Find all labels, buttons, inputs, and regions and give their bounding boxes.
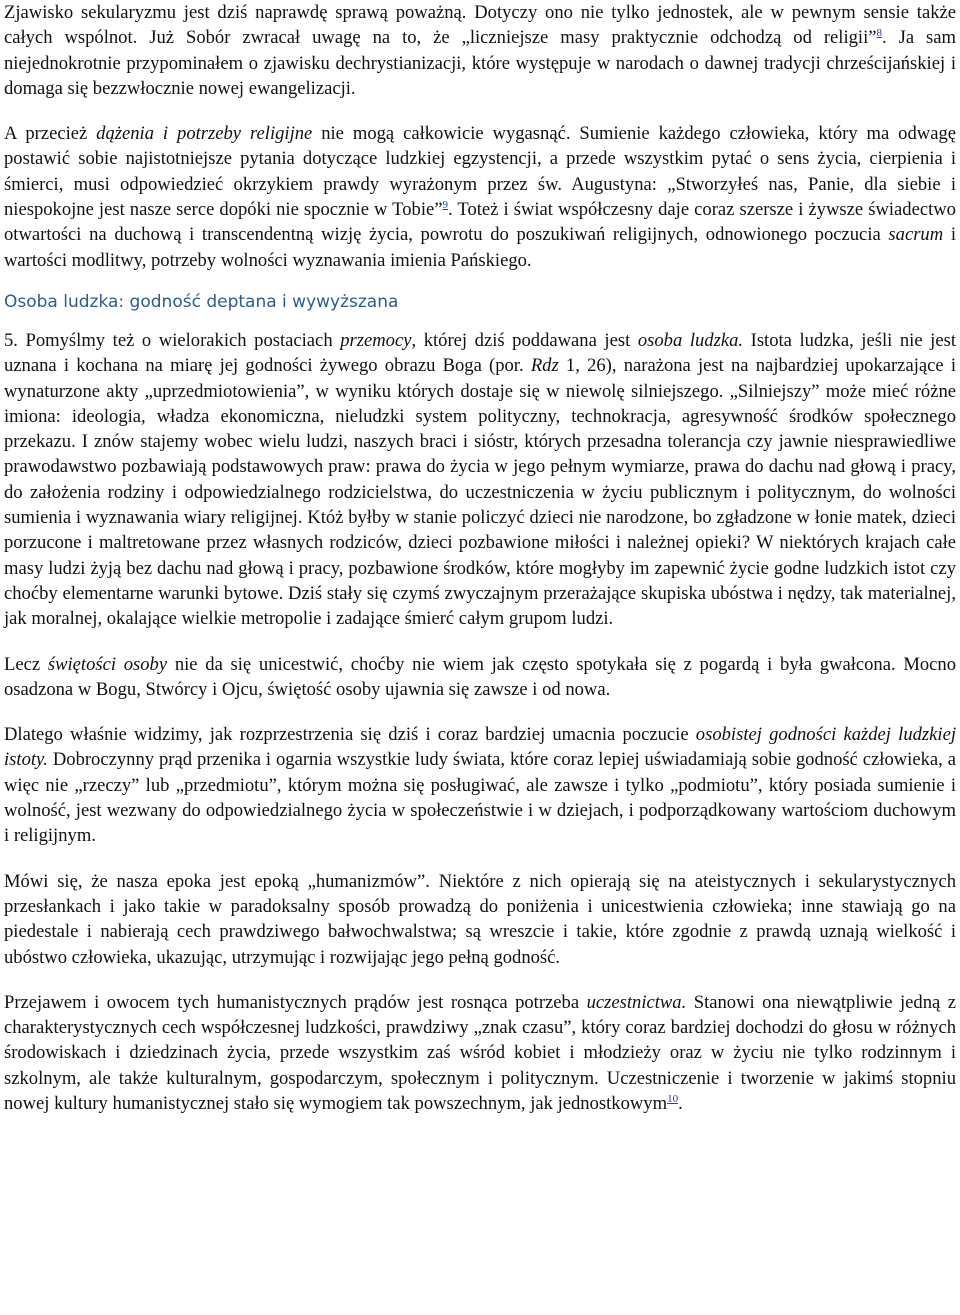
paragraph-secularism xyxy=(4,0,956,101)
emphasis-text: Rdz xyxy=(530,355,559,377)
text-run: A przecież xyxy=(4,123,97,145)
document-page xyxy=(4,0,956,1116)
paragraph-dignity xyxy=(4,722,956,848)
paragraph-religious-needs xyxy=(4,121,956,273)
text-run: 5. Pomyślmy też o wielorakich postaciach xyxy=(4,329,341,351)
paragraph-holiness xyxy=(4,652,956,703)
text-run: . Ja sam niejednokrotnie przypominałem o zjawisku dechrystianizacji, które występuje w narodach o dawnej tradycji chrześcijańskiej i domaga się bezzwłocznie nowej ewangelizacji. xyxy=(4,27,957,99)
text-run: 1, 26), narażona jest na najbardziej upokarzające i wynaturzone akty „uprzedmiotowienia”, w wyniku których dostaje się w niewolę silniejszego. „Silniejszy” może mieć różne imiona: ideologia, władza ekonomiczna, nieludzki system polityczny, technokracja, agresywność środków społecznego przekazu. I znów stajemy wobec wielu ludzi, naszych braci i sióstr, których przesadna tolerancja czy jawnie niesprawiedliwe prawodawstwo pozbawiają podstawowych praw: prawa do życia w jego pełnym wymiarze, prawa do dachu nad głową i pracy, do założenia rodziny i odpowiedzialnego rodzicielstwa, do uczestniczenia w życiu publicznym i politycznym, do wolności sumienia i wyznawania wiary religijnej. Któż byłby w stanie policzyć dzieci nie narodzone, bo zgładzone w łonie matek, dzieci porzucone i maltretowane przez własnych rodziców, dzieci pozbawione miłości i należnej opieki? W niektórych krajach całe masy ludzi żyją bez dachu nad głową i pracy, pozbawione środków, które mogłyby im zapewnić życie godne ludzkich istot czy choćby elementarne warunki bytowe. Dziś stały się czymś zwyczajnym przerażające skupiska ubóstwa i nędzy, tak materialnej, jak moralnej, okalające wielkie metropolie i zadające śmierć całym grupom ludzi. xyxy=(4,355,956,630)
emphasis-text: osobistej godności każdej ludzkiej istoty. xyxy=(4,724,956,771)
text-run: Istota ludzka, jeśli nie jest uznana i kochana na miarę jej godności żywego obrazu Boga (por. xyxy=(4,329,956,377)
emphasis-text: osoba ludzka. xyxy=(637,329,744,351)
text-run: Przejawem i owocem tych humanistycznych prądów jest rosnąca potrzeba xyxy=(4,991,587,1013)
text-run: Dlatego właśnie widzimy, jak rozprzestrzenia się dziś i coraz bardziej umacnia poczucie xyxy=(4,724,696,746)
emphasis-text: uczestnictwa. xyxy=(586,991,687,1013)
text-run: Dobroczynny prąd przenika i ogarnia wszystkie ludy świata, które coraz lepiej uświadamiają sobie godność człowieka, a więc nie „rzeczy” lub „przedmiotu”, którym można się posługiwać, ale zawsze i tylko „podmiotu”, który posiada sumienie i wolność, jest wezwany do odpowiedzialnego życia w społeczeństwie i w dziejach, i podporządkowany wartościom duchowym i religijnym. xyxy=(4,749,956,847)
text-run: Zjawisko sekularyzmu jest dziś naprawdę sprawą poważną. Dotyczy ono nie tylko jednostek, ale w pewnym sensie także całych wspólnot. Już Sobór zwracał uwagę na to, że „liczniejsze masy praktycznie odchodzą od religii” xyxy=(4,2,956,49)
text-run: i wartości modlitwy, potrzeby wolności wyznawania imienia Pańskiego. xyxy=(4,224,956,271)
text-run: , której dziś poddawana jest xyxy=(411,329,638,351)
text-run: Lecz xyxy=(4,653,48,675)
emphasis-text: przemocy xyxy=(340,329,412,351)
footnote-link-10[interactable]: 10 xyxy=(667,1092,679,1105)
paragraph-gap xyxy=(4,849,956,869)
footnote-link-8[interactable]: 8 xyxy=(876,27,883,40)
text-run: nie da się unicestwić, choćby nie wiem jak często spotykała się z pogardą i była gwałcona. Mocno osadzona w Bogu, Stwórcy i Ojcu, świętość osoby ujawnia się zawsze i od nowa. xyxy=(4,653,957,700)
paragraph-gap xyxy=(4,632,956,652)
emphasis-text: dążenia i potrzeby religijne xyxy=(96,123,313,145)
emphasis-text: świętości osoby xyxy=(47,653,168,675)
paragraph-gap xyxy=(4,702,956,722)
paragraph-gap xyxy=(4,970,956,990)
section-heading: Osoba ludzka: godność deptana i wywyższana xyxy=(4,291,399,312)
text-run: Mówi się, że nasza epoka jest epoką „humanizmów”. Niektóre z nich opierają się na ateistycznych i sekularystycznych przesłankach i jako takie w paradoksalny sposób prowadzą do poniżenia i unicestwienia człowieka; inne stawiają go na piedestale i nabierają cech prawdziwego bałwochwalstwa; są wreszcie i takie, które zgodnie z prawdą uznają wielkość i ubóstwo człowieka, ukazując, utrzymując i rozwijając jego pełną godność. xyxy=(4,870,956,968)
paragraph-humanisms xyxy=(4,869,956,970)
text-run: nie mogą całkowicie wygasnąć. Sumienie każdego człowieka, który ma odwagę postawić sobie najistotniejsze pytania dotyczące ludzkiej egzystencji, a przede wszystkim pytać o sens życia, cierpienia i śmierci, musi odpowiedzieć okrzykiem prawdy wyrażonym przez św. Augustyna: „Stworzyłeś nas, Panie, dla siebie i niespokojne jest nasze serce dopóki nie spocznie w Tobie” xyxy=(4,123,957,221)
emphasis-text: sacrum xyxy=(888,224,944,246)
text-run: . Toteż i świat współczesny daje coraz szersze i żywsze świadectwo otwartości na duchową i transcendentną wizję życia, powrotu do poszukiwań religijnych, odnowionego poczucia xyxy=(4,199,956,246)
text-run: Stanowi ona niewątpliwie jedną z charakterystycznych cech współczesnej ludzkości, prawdziwy „znak czasu”, który coraz bardziej dochodzi do głosu w różnych środowiskach i dziedzinach życia, przede wszystkim zaś wśród kobiet i młodzieży oraz w życiu nie tylko rodzinnym i szkolnym, ale także kulturalnym, gospodarczym, społecznym i politycznym. Uczestniczenie i tworzenie w jakimś stopniu nowej kultury humanistycznej stało się wymogiem tak powszechnym, jak jednostkowym xyxy=(4,991,956,1114)
text-run: . xyxy=(678,1092,683,1114)
paragraph-participation xyxy=(4,990,956,1116)
footnote-link-9[interactable]: 9 xyxy=(442,198,449,211)
paragraph-gap xyxy=(4,101,956,121)
paragraph-violence xyxy=(4,328,956,632)
